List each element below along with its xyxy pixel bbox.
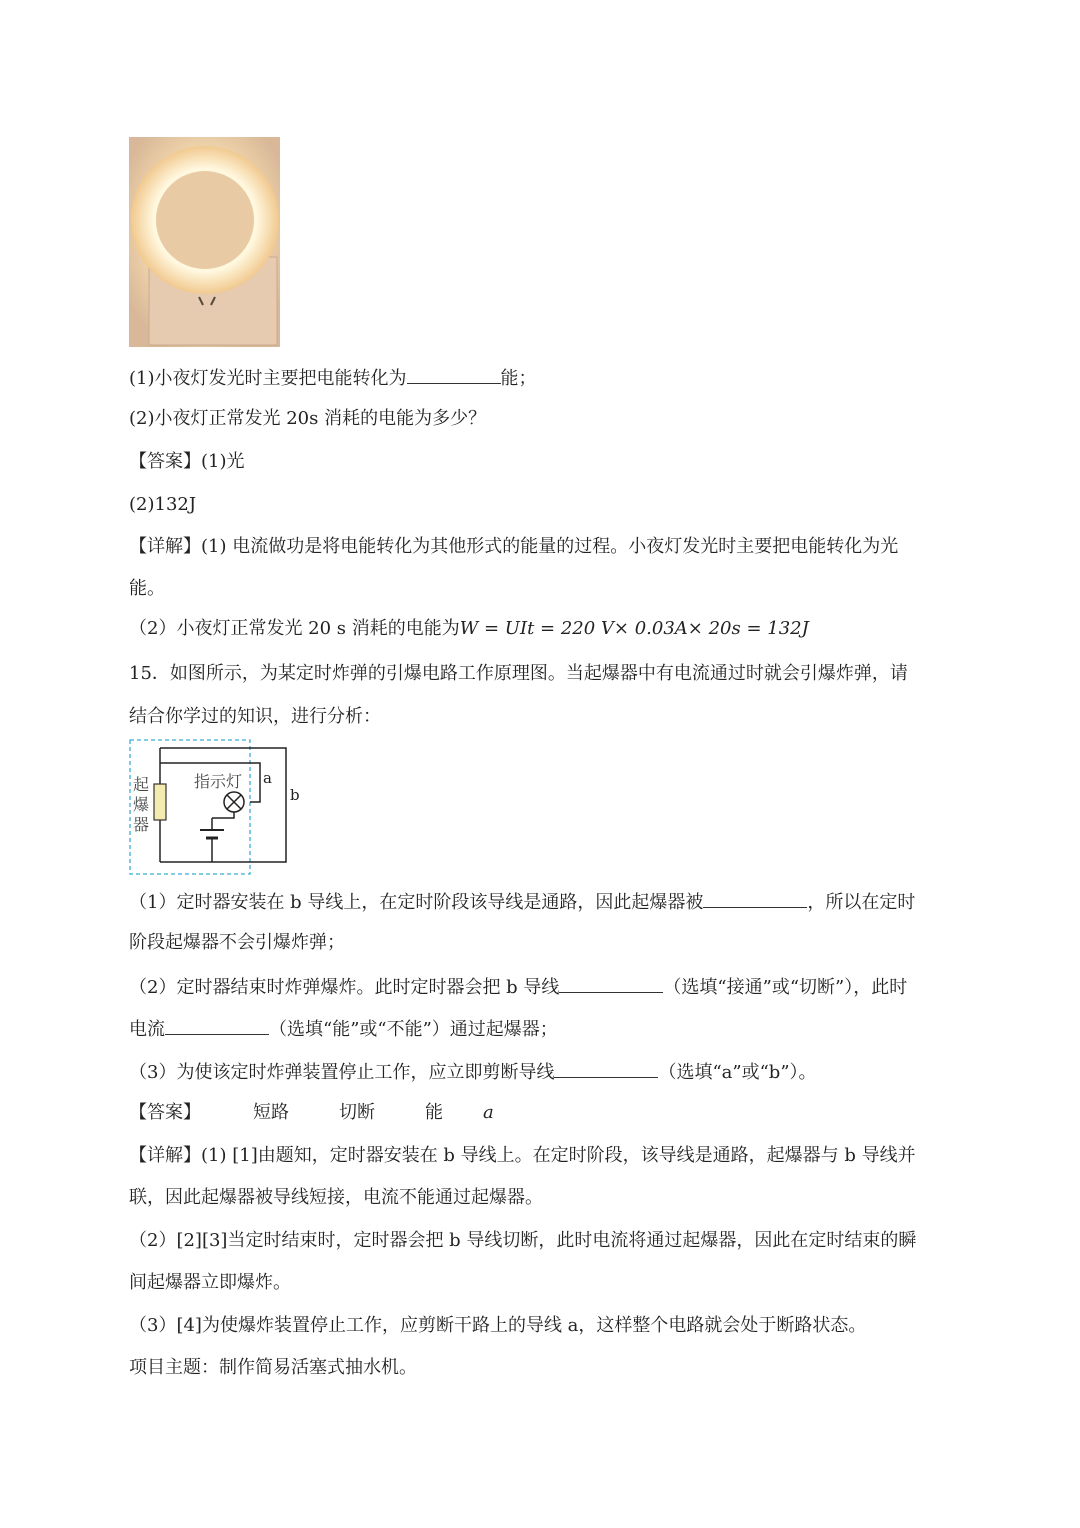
project-topic: 项目主题：制作简易活塞式抽水机。	[129, 1357, 417, 1378]
answer-blank[interactable]	[554, 1059, 658, 1078]
q15-sub2-text2: 电流	[129, 1019, 165, 1040]
answer-2: 切断	[339, 1102, 375, 1123]
q15-sub3-text: （3）为使该定时炸弹装置停止工作，应立即剪断导线	[129, 1062, 555, 1083]
detonator-label-3: 器	[133, 815, 150, 834]
q15-detail-1a: 【详解】(1) [1]由题知，定时器安装在 b 导线上。在定时阶段，该导线是通路，起爆器与 b 导线并	[129, 1145, 916, 1166]
q15-sub3-suffix: （选填“a”或“b”）。	[658, 1062, 817, 1083]
q15-detail-2b: 间起爆器立即爆炸。	[129, 1272, 291, 1293]
answer-1: (1)光	[201, 451, 245, 472]
wire-a-label: a	[263, 769, 272, 787]
answer-4: a	[483, 1102, 494, 1123]
answer-blank[interactable]	[559, 974, 663, 993]
q15-stem-1: 15．如图所示，为某定时炸弹的引爆电路工作原理图。当起爆器中有电流通过时就会引爆炸弹，请	[129, 663, 908, 684]
q14-detail-line2: 能。	[129, 578, 165, 599]
detonator-label-1: 起	[133, 775, 150, 794]
q15-detail-1b: 联，因此起爆器被导线短接，电流不能通过起爆器。	[129, 1187, 543, 1208]
q15-sub3	[129, 1059, 817, 1085]
q15-detail-2a: （2）[2][3]当定时结束时，定时器会把 b 导线切断，此时电流将通过起爆器，因此在定时结束的瞬	[129, 1230, 917, 1251]
q14-detail-line1: 【详解】(1) 电流做功是将电能转化为其他形式的能量的过程。小夜灯发光时主要把电能转化为光	[129, 536, 899, 557]
wire-b-label: b	[290, 786, 300, 804]
q15-sub2-line1	[129, 974, 907, 1000]
q14-answer	[129, 450, 245, 474]
energy-formula: W = UIt = 220 V× 0.03A× 20s = 132J	[459, 618, 809, 639]
answer-blank[interactable]	[407, 365, 501, 384]
q15-sub2-text: （2）定时器结束时炸弹爆炸。此时定时器会把 b 导线	[129, 977, 560, 998]
q15-sub2-suffix2: （选填“能”或“不能”）通过起爆器；	[269, 1019, 558, 1040]
q14-answer-2: (2)132J	[129, 494, 197, 515]
q15-detail-3: （3）[4]为使爆炸装置停止工作，应剪断干路上的导线 a，这样整个电路就会处于断路状态。	[129, 1315, 867, 1336]
bomb-circuit-diagram	[128, 738, 298, 878]
answer-blank[interactable]	[703, 889, 807, 908]
night-light-photo	[129, 137, 280, 347]
q15-sub1-line1	[129, 889, 915, 915]
answer-tag: 【答案】	[129, 1102, 201, 1123]
answer-blank[interactable]	[165, 1016, 269, 1035]
q15-stem-2: 结合你学过的知识，进行分析：	[129, 706, 381, 727]
wire-b	[160, 748, 286, 862]
q15-sub1-line2: 阶段起爆器不会引爆炸弹；	[129, 932, 345, 953]
q15-sub2-suffix: （选填“接通”或“切断”），此时	[663, 977, 908, 998]
q15-answers	[129, 1101, 494, 1125]
detonator	[154, 784, 166, 820]
q15-sub1-suffix: ，所以在定时	[807, 892, 916, 913]
q14-sub1-text: (1)小夜灯发光时主要把电能转化为	[129, 368, 407, 389]
q14-sub1	[129, 365, 537, 391]
detail3-text: （2）小夜灯正常发光 20 s 消耗的电能为	[129, 618, 460, 639]
q14-sub1-suffix: 能；	[500, 368, 537, 389]
q15-sub1-text: （1）定时器安装在 b 导线上，在定时阶段该导线是通路，因此起爆器被	[129, 892, 704, 913]
q14-sub2: (2)小夜灯正常发光 20s 消耗的电能为多少？	[129, 408, 487, 429]
answer-tag: 【答案】	[129, 451, 201, 472]
detonator-label-2: 爆	[133, 795, 150, 814]
lamp-label: 指示灯	[194, 772, 243, 791]
q15-sub2-line2	[129, 1016, 558, 1042]
q14-detail-line3	[129, 617, 809, 641]
answer-1: 短路	[253, 1102, 289, 1123]
answer-3: 能	[425, 1102, 443, 1123]
